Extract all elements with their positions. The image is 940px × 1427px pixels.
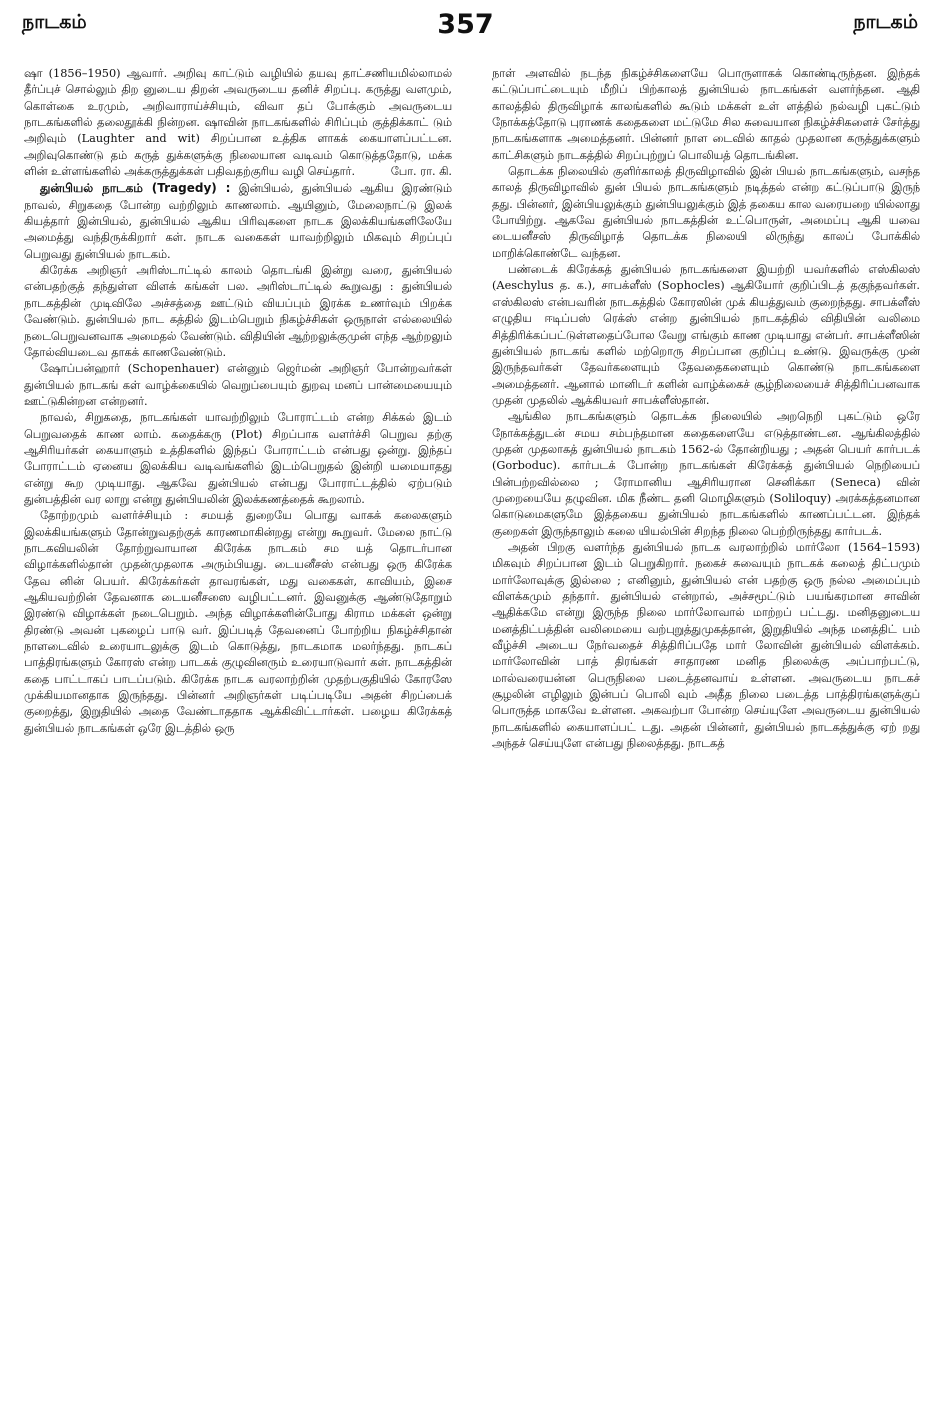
- paragraph-shaw-conclusion: ஷா (1856–1950) ஆவார். அறிவு காட்டும் வழியில் தயவு தாட்சணியமில்லாமல் தீர்ப்புச் சொல்லும் திற னுடைய திறன் அவருடைய தனிச் சிறப்பு. கருத்து வளமும், கொள்கை உரமும், அறிவாராய்ச்சியும், விவா தப் போக்கும் அவருடைய நாடகங்களில் தலைதூக்கி நின்றன. ஷாவின் நாடகங்களில் சிரிப்பும் குத்திக்காட் டும் அறிவும் (Laughter and wit) சிறப்பான உத்திக ளாகக் கையாளப்பட்டன. அறிவுகொண்டு தம் கருத் துக்களுக்கு நிலையான வடிவம் கொடுத்ததோடு, மக்க ளின் உள்ளங்களில் அக்கருத்துக்கள் பதிவதற்குரிய வழி செய்தார்.: [24, 67, 452, 179]
- paragraph-conflict: நாவல், சிறுகதை, நாடகங்கள் யாவற்றிலும் போராட்டம் என்ற சிக்கல் இடம் பெறுவதைக் காண லாம். கதைக்கரு (Plot) சிறப்பாக வளர்ச்சி பெறுவ தற்கு ஆசிரியர்கள் கையாளும் உத்திகளில் இந்தப் போராட்டம் என்பது ஒன்று. இந்தப் போராட்டம் ஏனைய இலக்கிய வடிவங்களில் இடம்பெறுதல் இன்றி யமையாதது என்று கூற முடியாது. ஆகவே துன்பியல் என்பது போராட்டத்தில் ஏற்படும் துன்பத்தின் வர லாறு என்று துன்பியலின் இலக்கணத்தைக் கூறலாம்.: [24, 411, 452, 506]
- author-signature: போ. ரா. கி.: [390, 165, 452, 179]
- paragraph-tragedy-intro: [24, 180, 452, 263]
- section-title-tragedy: துன்பியல் நாடகம் (Tragedy) :: [40, 181, 231, 196]
- paragraph-festivals: தொடக்க நிலையில் குளிர்காலத் திருவிழாவில் இன் பியல் நாடகங்களும், வசந்த காலத் திருவிழாவில் துன் பியல் நாடகங்களும் நடித்தல் என்ற கட்டுப்பாடு இருந் தது. பின்னர், இன்பியலுக்கும் துன்பியலுக்கும் இத் தகைய கால வரையறை யில்லாது போயிற்று. ஆகவே துன்பியல் நாடகத்தின் உட்பொருள், அமைப்பு ஆகி யவை டையனீசஸ் திருவிழாத் தொடக்க நிலையி லிருந்து காலப் போக்கில் மாறிக்கொண்டே வந்தன.: [492, 165, 920, 260]
- paragraph-tragedy-intro-text: இன்பியல், துன்பியல் ஆகிய இரண்டும் நாவல், சிறுகதை போன்ற வற்றிலும் காணலாம். ஆயினும், மேலைநாட்டு இலக் கியத்தார் இன்பியல், துன்பியல் ஆகிய பிரிவுகளை நாடக இலக்கியங்களிலேயே அமைத்து வந்திருக்கிறார் கள். நாடக வகைகள் யாவற்றிலும் மிகவும் சிறப்புப் பெறுவது துன்பியல் நாடகம்.: [24, 182, 452, 261]
- header-left-title: நாடகம்: [22, 11, 87, 33]
- page-number: 357: [437, 9, 494, 40]
- paragraph-marlowe: அதன் பிறகு வளர்ந்த துன்பியல் நாடக வரலாற்றில் மார்லோ (1564–1593) மிகவும் சிறப்பான இடம் பெறுகிறார். நகைச் சுவையும் நாடகக் கலைத் திட்பமும் மார்லோவுக்கு இல்லை ; எனினும், துன்பியல் என் பதற்கு ஒரு நல்ல அமைப்பும் விளக்கமும் தந்தார். துன்பியல் என்றால், அச்சமூட்டும் பயங்கரமான சாவின் ஆதிக்கமே என்று இருந்த நிலை மார்லோவால் மாற்றப் பட்டது. மனிதனுடைய மனத்திட்பத்தின் வலிமையை வற்புறுத்துமுகத்தான், இறுதியில் அந்த மனத்திட் பம் வீழ்ச்சி அடைய நேர்வதைச் சித்திரிப்பதே மார் லோவின் துன்பியல் விளக்கம். மார்லோவின் பாத் திரங்கள் சாதாரண மனித நிலைக்கு அப்பாற்பட்டு, மால்வரையன்ன பெருநிலை படைத்தனவாய் உள்ளன. அவருடைய நாடகச் சூழலின் எழிலும் இன்பப் பொலி வும் அதீத நிலை படைத்த பாத்திரங்களுக்குப் பொருத்த மாகவே உள்ளன. அகவற்பா போன்ற செய்யுளே அவருடைய துன்பியல் நாடகங்களில் கையாளப்பட் டது. அதன் பின்னர், துன்பியல் நாடகத்துக்கு ஏற் றது அந்தச் செய்யுளே என்பது நிலைத்தது. நாடகத்: [492, 540, 920, 751]
- paragraph-continuation: நாள் அளவில் நடந்த நிகழ்ச்சிகளையே பொருளாகக் கொண்டிருந்தன. இந்தக் கட்டுப்பாட்டையும் மீறிப் பிற்காலத் துன்பியல் நாடகங்கள் வளர்ந்தன. ஆதி காலத்தில் திருவிழாக் காலங்களில் கூடும் மக்கள் உள் ளத்தில் நல்வழி புகட்டும் நோக்கத்தோடு புராணக் கதைகளை மட்டுமே சில சுவையான நிகழ்ச்சிகளைச் சேர்த்து நாடகங்களாக அமைத்தனர். பின்னர் நாள டைவில் காதல் முதலான கருத்துக்களும் காட்சிகளும் நாடகத்தில் சிறப்புற்றுப் பொலியத் தொடங்கின.: [492, 67, 920, 162]
- paragraph-schopenhauer: ஷோப்பன்ஹார் (Schopenhauer) என்னும் ஜெர்மன் அறிஞர் போன்றவர்கள் துன்பியல் நாடகங் கள் வாழ்க்கையில் வெறுப்பையும் துறவு மனப் பான்மையையும் ஊட்டுகின்றன என்றனர்.: [24, 362, 452, 408]
- left-column: [24, 66, 452, 1418]
- paragraph-aristotle: கிரேக்க அறிஞர் அரிஸ்டாட்டில் காலம் தொடங்கி இன்று வரை, துன்பியல் என்பதற்குத் தந்துள்ள விளக் கங்கள் பல. அரிஸ்டாட்டில் கூறுவது : துன்பியல் நாடகத்தின் முடிவிலே அச்சத்தை ஊட்டும் வியப்பும் இரக்க உணர்வும் பிறக்க வேண்டும். துன்பியல் நாட கத்தில் இடம்பெறும் நிகழ்ச்சிகள் ஒருநாள் எல்லையில் நடைபெறுவனவாக அமைதல் வேண்டும். விதியின் ஆற்றலுக்குமுன் எந்த ஆற்றலும் தோல்வியடைவ தாகக் காணவேண்டும்.: [24, 264, 452, 359]
- header-right-title: நாடகம்: [853, 11, 918, 33]
- paragraph-english-drama: ஆங்கில நாடகங்களும் தொடக்க நிலையில் அறநெறி புகட்டும் ஒரே நோக்கத்துடன் சமய சம்பந்தமான கதைகளையே எடுத்தாண்டன. ஆங்கிலத்தில் முதன் முதலாகத் துன்பியல் நாடகம் 1562-ல் தோன்றியது ; அதன் பெயர் கார்படக் (Gorboduc). கார்படக் போன்ற நாடகங்கள் கிரேக்கத் துன்பியல் நெறியைப் பின்பற்றவில்லை ; ரோமானிய ஆசிரியரான செனிக்கா (Seneca) வின் முறையையே தழுவின. மிக நீண்ட தனி மொழிகளும் (Soliloquy) அரக்கத்தனமான கொடுமைகளுமே இத்தகைய துன்பியல் நாடகங்களில் காணப்பட்டன. இந்தக் குறைகள் இருந்தாலும் கலை யியல்பின் சிறந்த நிலை பெற்றிருந்தது கார்படக்.: [492, 410, 920, 538]
- paragraph-origin-growth: தோற்றமும் வளர்ச்சியும் : சமயத் துறையே பொது வாகக் கலைகளும் இலக்கியங்களும் தோன்றுவதற்குக் காரணமாகின்றது என்று கூறுவர். மேலை நாட்டு நாடகவியலின் தோற்றுவாயான கிரேக்க நாடகம் சம யத் தொடர்பான விழாக்களில்தான் முதன்முதலாக அரும்பியது. டையனீசஸ் என்பது ஒரு கிரேக்க தேவ னின் பெயர். கிரேக்கர்கள் தாவரங்கள், மது வகைகள், காவியம், இசை ஆகியவற்றின் தேவனாக டையனீசஸை வழிபட்டனர். இவனுக்கு ஆண்டுதோறும் இரண்டு விழாக்கள் நடைபெறும். அந்த விழாக்களின்போது கிராம மக்கள் ஒன்று திரண்டு அவன் புகழைப் பாடு வர். இப்படித் தேவனைப் போற்றிய நிகழ்ச்சிதான் நாளடைவில் உரையாடலுக்கு இடம் கொடுத்து, நாடகமாக மலர்ந்தது. நாடகப் பாத்திரங்களும் கோரஸ் என்ற பாடகக் குழுவினரும் உரையாடுவார் கள். நாடகத்தின் கதை பாட்டாகப் பாடப்படும். கிரேக்க நாடக வரலாற்றின் முதற்பகுதியில் கோரஸே முக்கியமானதாக இருந்தது. பின்னர் அறிஞர்கள் படிப்படியே அதன் சிறப்பைக் குறைத்து, இறுதியில் அதை வேண்டாததாக ஆக்கிவிட்டார்கள். பழைய கிரேக்கத் துன்பியல் நாடகங்கள் ஒரே இடத்தில் ஒரு: [24, 509, 452, 735]
- paragraph-greek-playwrights: பண்டைக் கிரேக்கத் துன்பியல் நாடகங்களை இயற்றி யவர்களில் எஸ்கிலஸ் (Aeschylus த. க.), சாபக்ளீஸ் (Sophocles) ஆகியோர் குறிப்பிடத் தகுந்தவர்கள். எஸ்கிலஸ் என்பவரின் நாடகத்தில் கோரஸின் முக் கியத்துவம் குறைந்தது. சாபக்ளீஸ் எழுதிய ஈடிப்பஸ் ரெக்ஸ் என்ற துன்பியல் நாடகத்தில் விதியின் வலிமை சித்திரிக்கப்பட்டுள்ளதைப்போல வேறு எங்கும் காண முடியாது என்பர். சாபக்ளீஸின் துன்பியல் நாடகங் களில் மற்றொரு சிறப்பான குறிப்பு உண்டு. இவருக்கு முன் இருந்தவர்கள் தேவர்களையும் தேவதைகளையும் கொண்டு நாடகங்களை அமைத்தனர். ஆனால் மானிடர் களின் வாழ்க்கைச் சூழ்நிலையைச் சித்திரிப்பனவாக முதன் முதலில் ஆக்கியவர் சாபக்ளீஸ்தான்.: [492, 263, 920, 407]
- page-header: [22, 10, 918, 60]
- right-column: [492, 66, 920, 1418]
